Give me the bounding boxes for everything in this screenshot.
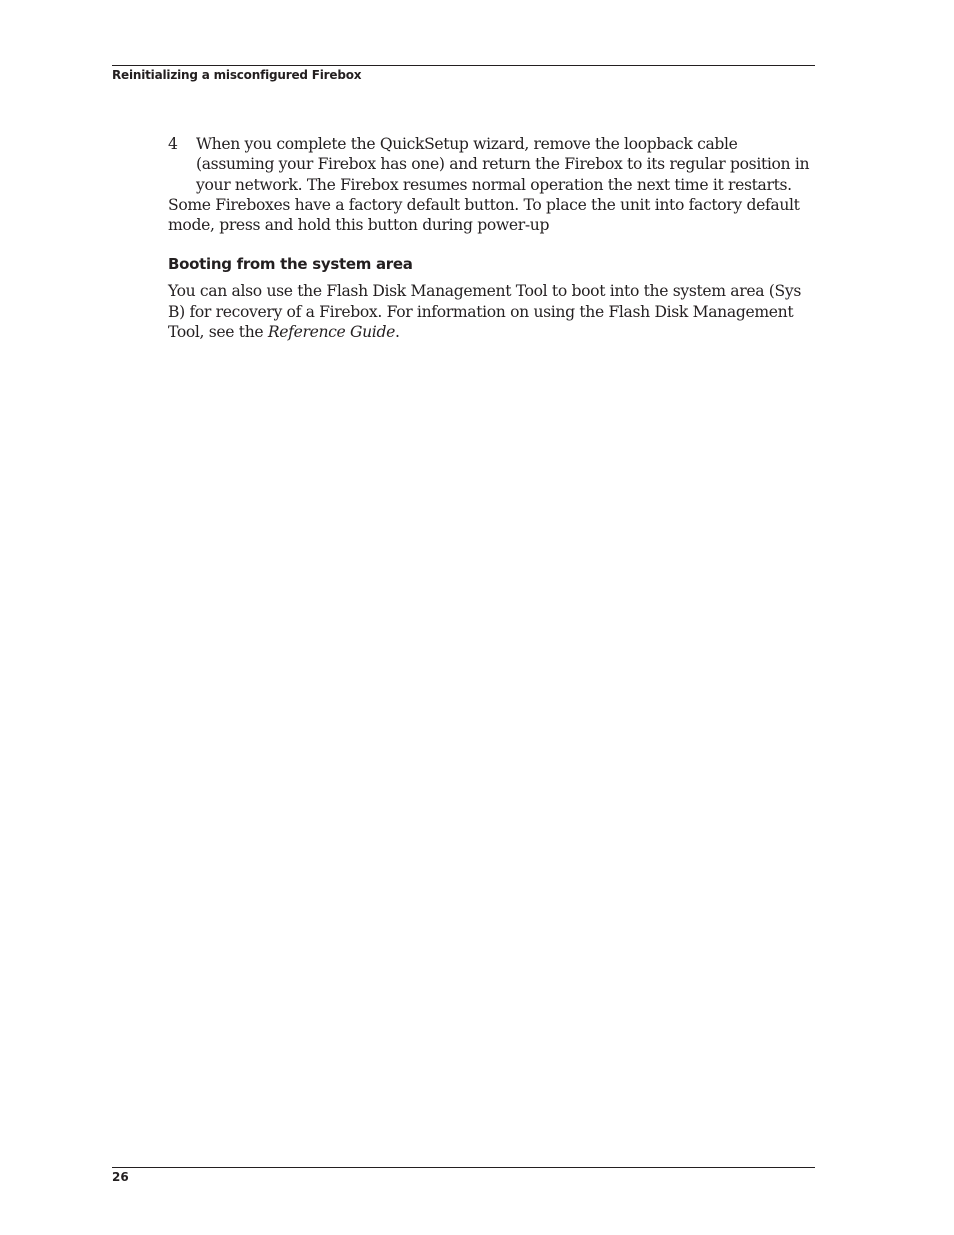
page-number: 26	[112, 1170, 129, 1184]
paragraph-text-after: .	[394, 323, 400, 342]
page-content	[168, 134, 818, 342]
section-heading: Booting from the system area	[168, 255, 413, 274]
step-item	[168, 134, 818, 195]
reference-guide-title: Reference Guide	[267, 323, 395, 342]
header-title: Reinitializing a misconfigured Firebox	[112, 68, 362, 82]
step-number: 4	[168, 135, 178, 153]
running-footer	[112, 1167, 815, 1184]
step-text: When you complete the QuickSetup wizard, remove the loopback cable (assuming your Firebox has one) and return the Firebox to its regular position in your network. The Firebox resumes normal operation the next time it restarts.	[196, 135, 810, 194]
paragraph-factory-default: Some Fireboxes have a factory default button. To place the unit into factory default mode, press and hold this button during power-up	[168, 195, 800, 235]
paragraph-text-before: You can also use the Flash Disk Management Tool to boot into the system area (Sys B) for recovery of a Firebox. For information on using the Flash Disk Management Tool, see the	[168, 282, 801, 342]
paragraph-system-area	[168, 281, 818, 342]
running-header	[112, 65, 815, 82]
